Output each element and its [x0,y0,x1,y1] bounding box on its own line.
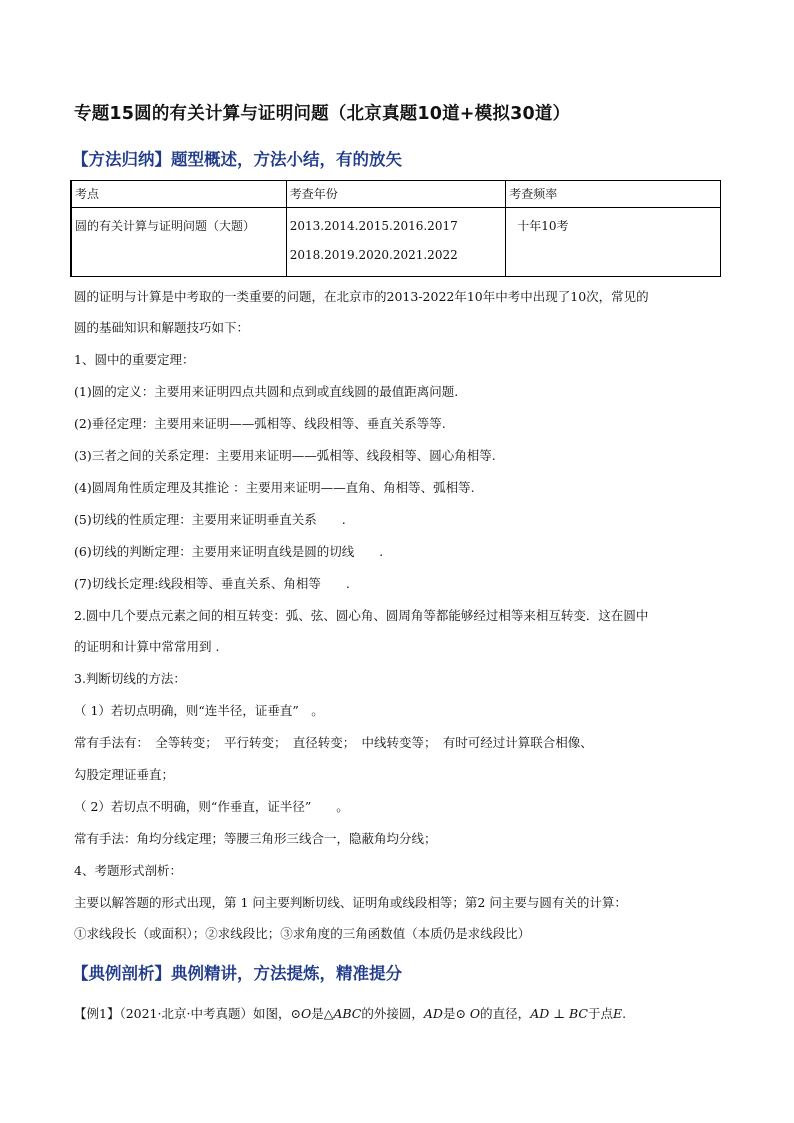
paragraph-line: 圆的基础知识和解题技巧如下： [74,320,250,335]
table-header-row [71,181,721,208]
paragraph-line: (3)三者之间的关系定理：主要用来证明——弧相等、线段相等、圆心角相等. [74,448,496,463]
example-text: 的直径， [480,1006,531,1021]
paragraph-line: 3.判断切线的方法： [74,671,186,686]
math-var: ABC [333,1006,362,1021]
math-var: BC [568,1006,588,1021]
exam-topic-table [70,180,721,277]
years-line: 2018.2019.2020.2021.2022 [289,248,458,262]
paragraph-line: 2.圆中几个要点元素之间的相互转变：弧、弦、圆心角、圆周角等都能够经过相等来相互转变．这在圆中 [74,608,649,623]
paragraph-line: (1)圆的定义：主要用来证明四点共圆和点到或直线圆的最值距离问题. [74,384,459,399]
bracket-open: 【 [72,964,89,983]
section-heading-example-analysis [72,960,732,984]
table-cell-years [286,208,505,277]
table-cell-topic [71,208,286,277]
paragraph-line: 常有手法：角均分线定理；等腰三角形三线合一，隐蔽角均分线； [74,831,437,846]
paragraph-line: （ 1）若切点明确，则“连半径，证垂直” 。 [74,703,324,718]
bracket-open: 【 [72,150,89,169]
paragraph-line: （ 2）若切点不明确，则“作垂直，证半径” 。 [74,799,349,814]
math-var: O [300,1006,312,1021]
paragraph-line: 圆的证明与计算是中考取的一类重要的问题，在北京市的2013-2022年10年中考中出现了10次，常见的 [74,289,649,304]
paragraph-line: (4)圆周角性质定理及其推论 ：主要用来证明——直角、角相等、弧相等. [74,480,475,495]
example-prefix: 【例1】（2021·北京·中考真题）如图， [74,1006,291,1021]
paragraph-line: 的证明和计算中常常用到 . [74,639,220,654]
example-text: 于点 [587,1006,613,1021]
example-1-statement [74,1004,724,1022]
table-row [71,208,721,277]
paragraph-line: (7)切线长定理:线段相等、垂直关系、角相等 . [74,576,350,591]
paragraph-line: ①求线段长（或面积）；②求线段比；③求角度的三角函数值（本质仍是求线段比） [74,926,531,941]
math-var: AD [530,1006,550,1021]
example-text: 的外接圆， [361,1006,424,1021]
table-header-cell: 考查频率 [506,181,721,208]
bracket-close: 】 [154,964,171,983]
math-var: O [465,1006,481,1021]
section-heading-method-summary [72,146,732,170]
paragraph-line: (2)垂径定理：主要用来证明——弧相等、线段相等、垂直关系等等. [74,416,446,431]
section-label: 方法归纳 [88,150,155,169]
paragraph-line: 4、考题形式剖析： [74,863,182,878]
paragraph-line: 常有手法有： 全等转变； 平行转变； 直径转变； 中线转变等； 有时可经过计算联合相像、 [74,735,593,750]
circle-symbol: ⊙ [455,1006,466,1021]
circle-symbol: ⊙ [290,1006,301,1021]
table-header-cell: 考点 [71,181,286,208]
example-text: . [622,1006,627,1021]
paragraph-line: 1、圆中的重要定理： [74,352,195,367]
paragraph-line: (5)切线的性质定理：主要用来证明垂直关系 . [74,512,346,527]
section-tagline: 典例精讲，方法提炼，精准提分 [171,964,402,983]
table-header-cell: 考查年份 [286,181,505,208]
topic-text: 圆的有关计算与证明问题（大题） [75,219,256,233]
example-text: 是 [442,1006,456,1021]
page-title: 专题15圆的有关计算与证明问题（北京真题10道+模拟30道） [74,104,571,124]
section-tagline: 题型概述，方法小结，有的放矢 [171,150,402,169]
paragraph-line: 主要以解答题的形式出现，第 1 问主要判断切线、证明角或线段相等；第2 问主要与圆有关的计算： [74,895,627,910]
paragraph-line: 勾股定理证垂直； [74,767,175,782]
paragraph-line: (6)切线的判断定理：主要用来证明直线是圆的切线 . [74,544,384,559]
section-label: 典例剖析 [88,964,155,983]
triangle-symbol: △ [323,1006,334,1021]
example-text: 是 [311,1006,324,1021]
frequency-text: 十年10考 [517,219,569,233]
math-var: E [612,1006,623,1021]
bracket-close: 】 [154,150,171,169]
perpendicular-symbol: ⊥ [549,1006,569,1021]
years-line: 2013.2014.2015.2016.2017 [289,219,458,233]
math-var: AD [423,1006,443,1021]
table-cell-frequency [506,208,721,277]
